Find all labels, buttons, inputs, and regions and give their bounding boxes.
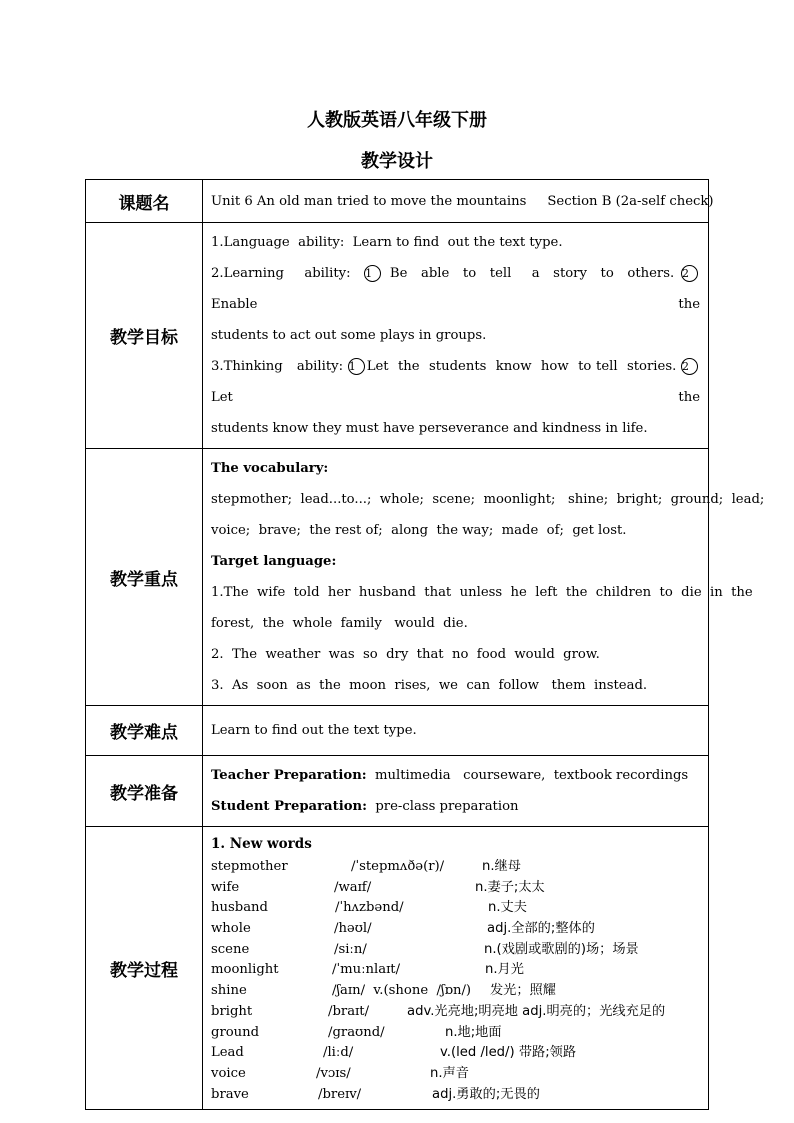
- row-objectives: [86, 223, 709, 449]
- row-topic: [86, 180, 709, 223]
- objective-line-4b: Let the students know how to tell stories.: [366, 359, 681, 374]
- vocab-word: wife: [211, 879, 240, 895]
- preparation-cell: [203, 756, 709, 827]
- target-line-4: 3. As soon as the moon rises, we can follow them instead.: [211, 678, 648, 693]
- vocabulary-heading: The vocabulary:: [211, 461, 329, 476]
- vocab-meaning: n.(戏剧或歌剧的)场；场景: [484, 941, 639, 957]
- row-difficulties: [86, 706, 709, 756]
- vocab-phonetic: /liːd/: [323, 1045, 354, 1061]
- vocab-word: stepmother: [211, 859, 288, 874]
- topic-cell: [203, 180, 714, 223]
- vocab-row: [211, 1064, 700, 1085]
- vocab-meaning: n.地;地面: [445, 1024, 502, 1040]
- key-points-cell: [203, 449, 765, 706]
- objectives-label: 教学目标: [86, 223, 203, 449]
- objective-line-3: students to act out some plays in groups.: [211, 328, 487, 343]
- vocab-row: [211, 1043, 700, 1064]
- circled-number: 2: [681, 265, 698, 282]
- vocab-row: [211, 878, 700, 899]
- difficulties-cell: [203, 706, 709, 756]
- row-key-points: [86, 449, 709, 706]
- target-line-3: 2. The weather was so dry that no food would grow.: [211, 647, 600, 662]
- target-line-1: 1.The wife told her husband that unless he left the children to die in the: [211, 585, 753, 600]
- objective-line-2c: Enable the: [211, 297, 700, 312]
- topic-text: Unit 6 An old man tried to move the mountains Section B (2a-self check): [211, 193, 714, 209]
- vocab-phonetic: /waɪf/: [334, 879, 372, 895]
- teacher-preparation: [211, 760, 700, 791]
- vocab-row: [211, 1085, 700, 1106]
- vocab-meaning: 发光；照耀: [490, 983, 556, 999]
- vocab-word: ground: [211, 1024, 260, 1040]
- vocab-phonetic: /ˈmuːnlaɪt/: [332, 962, 401, 978]
- row-process: [86, 827, 709, 1110]
- vocab-word: brave: [211, 1086, 249, 1102]
- difficulties-text: Learn to find out the text type.: [211, 723, 417, 738]
- objective-line-4: [211, 351, 700, 413]
- vocab-row: [211, 898, 700, 919]
- vocab-meaning: adj.勇敢的;无畏的: [432, 1086, 540, 1102]
- vocab-word: voice: [211, 1065, 246, 1081]
- vocab-row: [211, 940, 700, 961]
- objective-line-2: [211, 258, 700, 320]
- objective-line-5: students know they must have perseverance and kindness in life.: [211, 421, 648, 436]
- preparation-label: 教学准备: [86, 756, 203, 827]
- row-preparation: [86, 756, 709, 827]
- vocab-meaning: n.声音: [430, 1065, 469, 1081]
- vocab-phonetic: /siːn/: [334, 941, 367, 957]
- vocab-meaning: n.继母: [482, 859, 521, 874]
- document-subtitle: 教学设计: [361, 151, 433, 172]
- objective-line-1: 1.Language ability: Learn to find out the text type.: [211, 235, 563, 250]
- vocab-word: whole: [211, 921, 251, 937]
- objective-line-2a: 2.Learning ability:: [211, 266, 365, 281]
- circled-number: 1: [364, 265, 381, 282]
- vocab-word: scene: [211, 941, 250, 957]
- new-words-heading: 1. New words: [211, 836, 312, 852]
- process-cell: [203, 827, 709, 1110]
- new-words-list: [211, 857, 700, 1105]
- vocab-meaning: v.(led /led/) 带路;领路: [440, 1045, 577, 1061]
- vocab-phonetic: /breɪv/: [318, 1086, 362, 1102]
- objective-line-2b: Be able to tell a story to others.: [383, 266, 681, 281]
- vocab-row: [211, 919, 700, 940]
- vocab-row: [211, 1002, 700, 1023]
- objective-line-4c: Let the: [211, 390, 700, 405]
- target-language-heading: Target language:: [211, 554, 337, 569]
- vocab-phonetic: /ˈhʌzbənd/: [335, 900, 404, 916]
- vocab-word: husband: [211, 900, 268, 916]
- vocab-word: bright: [211, 1003, 253, 1019]
- vocab-word: shine: [211, 983, 247, 999]
- vocab-word: moonlight: [211, 962, 279, 978]
- key-points-label: 教学重点: [86, 449, 203, 706]
- student-preparation-label: Student Preparation:: [211, 799, 367, 814]
- vocab-row: [211, 1023, 700, 1044]
- vocab-row: [211, 981, 700, 1002]
- document-title: 人教版英语八年级下册: [307, 110, 487, 131]
- vocab-word: Lead: [211, 1045, 244, 1061]
- student-preparation: [211, 791, 700, 822]
- vocab-phonetic: /ʃaɪn/ v.(shone /ʃɒn/): [332, 983, 472, 999]
- vocab-meaning: n.月光: [485, 962, 524, 978]
- difficulties-label: 教学难点: [86, 706, 203, 756]
- objectives-cell: [203, 223, 709, 449]
- circled-number: 1: [348, 358, 365, 375]
- vocab-meaning: adj.全部的;整体的: [487, 921, 595, 937]
- process-label: 教学过程: [86, 827, 203, 1110]
- teacher-preparation-label: Teacher Preparation:: [211, 768, 367, 783]
- vocabulary-line-2: voice; brave; the rest of; along the way; made of; get lost.: [211, 523, 627, 538]
- vocab-meaning: n.丈夫: [488, 900, 527, 916]
- objective-line-4a: 3.Thinking ability:: [211, 359, 348, 374]
- vocab-phonetic: /vɔɪs/: [316, 1065, 351, 1081]
- student-preparation-text: pre-class preparation: [366, 799, 519, 814]
- teacher-preparation-text: multimedia courseware, textbook recordings: [366, 768, 689, 783]
- vocab-meaning: adv.光亮地;明亮地 adj.明亮的；光线充足的: [407, 1003, 666, 1019]
- vocab-meaning: n.妻子;太太: [475, 879, 545, 895]
- lesson-plan-table: [85, 179, 765, 1110]
- vocabulary-line-1: stepmother; lead...to...; whole; scene; moonlight; shine; bright; ground; lead;: [211, 492, 765, 507]
- target-line-2: forest, the whole family would die.: [211, 616, 468, 631]
- vocab-phonetic: /ˈstepmʌðə(r)/: [351, 859, 445, 874]
- vocab-phonetic: /braɪt/: [328, 1003, 370, 1019]
- topic-label: 课题名: [86, 180, 203, 223]
- vocab-row: [211, 857, 700, 878]
- circled-number: 2: [681, 358, 698, 375]
- vocab-row: [211, 960, 700, 981]
- vocab-phonetic: /graʊnd/: [328, 1024, 385, 1040]
- vocab-phonetic: /həʊl/: [334, 921, 372, 937]
